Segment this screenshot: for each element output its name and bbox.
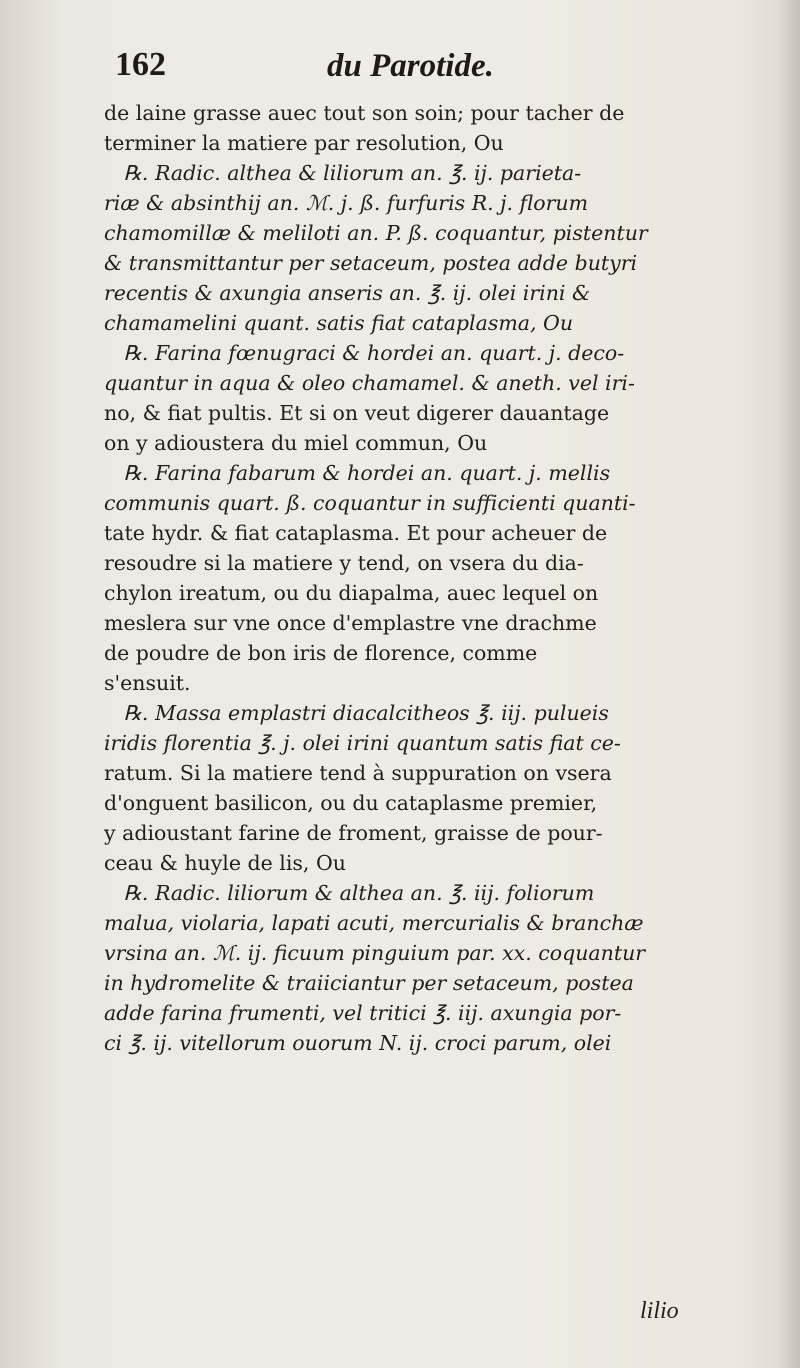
text-line: ℞. Massa emplastri diacalcitheos ℥. iij. pulueis: [104, 701, 609, 725]
text-line: de laine grasse auec tout son soin; pour tacher de: [104, 101, 625, 125]
text-line: recentis & axungia anseris an. ℥. ij. olei irini &: [104, 281, 591, 305]
text-line: & transmittantur per setaceum, postea adde butyri: [104, 251, 638, 275]
text-line: iridis florentia ℥. j. olei irini quantum satis fiat ce-: [104, 731, 621, 755]
text-line: riæ & absinthij an. ℳ. j. ß. furfuris R. j. florum: [104, 191, 589, 215]
text-line: communis quart. ß. coquantur in sufficienti quanti-: [104, 491, 636, 515]
text-line: meslera sur vne once d'emplastre vne drachme: [104, 611, 597, 635]
text-line: tate hydr. & fiat cataplasma. Et pour acheuer de: [104, 521, 608, 545]
text-line: chamamelini quant. satis fiat cataplasma, Ou: [104, 311, 574, 335]
text-line: ℞. Farina fabarum & hordei an. quart. j. mellis: [104, 461, 611, 485]
text-line: ℞. Radic. althea & liliorum an. ℥. ij. parieta-: [104, 161, 582, 185]
text-line: quantur in aqua & oleo chamamel. & aneth. vel iri-: [104, 371, 635, 395]
text-line: ratum. Si la matiere tend à suppuration on vsera: [104, 761, 612, 785]
running-title: du Parotide.: [327, 48, 494, 84]
text-line: d'onguent basilicon, ou du cataplasme premier,: [104, 791, 598, 815]
running-head: [115, 46, 755, 92]
text-line: ci ℥. ij. vitellorum ouorum N. ij. croci parum, olei: [104, 1031, 612, 1055]
text-line: on y adioustera du miel commun, Ou: [104, 431, 488, 455]
text-line: no, & fiat pultis. Et si on veut digerer dauantage: [104, 401, 610, 425]
text-line: chamomillæ & meliloti an. P. ß. coquantur, pistentur: [104, 221, 648, 245]
catchword: lilio: [640, 1298, 679, 1324]
body-text: [104, 98, 744, 1058]
text-line: adde farina frumenti, vel tritici ℥. iij. axungia por-: [104, 1001, 622, 1025]
page-number: 162: [115, 46, 166, 83]
text-line: vrsina an. ℳ. ij. ficuum pinguium par. xx. coquantur: [104, 941, 646, 965]
text-line: ceau & huyle de lis, Ou: [104, 851, 346, 875]
text-line: ℞. Radic. liliorum & althea an. ℥. iij. foliorum: [104, 881, 595, 905]
text-line: resoudre si la matiere y tend, on vsera du dia-: [104, 551, 584, 575]
text-line: s'ensuit.: [104, 671, 191, 695]
text-line: terminer la matiere par resolution, Ou: [104, 131, 504, 155]
text-line: chylon ireatum, ou du diapalma, auec lequel on: [104, 581, 599, 605]
text-line: in hydromelite & traiiciantur per setaceum, postea: [104, 971, 634, 995]
text-line: y adioustant farine de froment, graisse de pour-: [104, 821, 603, 845]
text-line: ℞. Farina fœnugraci & hordei an. quart. j. deco-: [104, 341, 625, 365]
text-line: malua, violaria, lapati acuti, mercurialis & branchæ: [104, 911, 644, 935]
text-line: de poudre de bon iris de florence, comme: [104, 641, 538, 665]
page-edge-shadow: [778, 0, 800, 1368]
